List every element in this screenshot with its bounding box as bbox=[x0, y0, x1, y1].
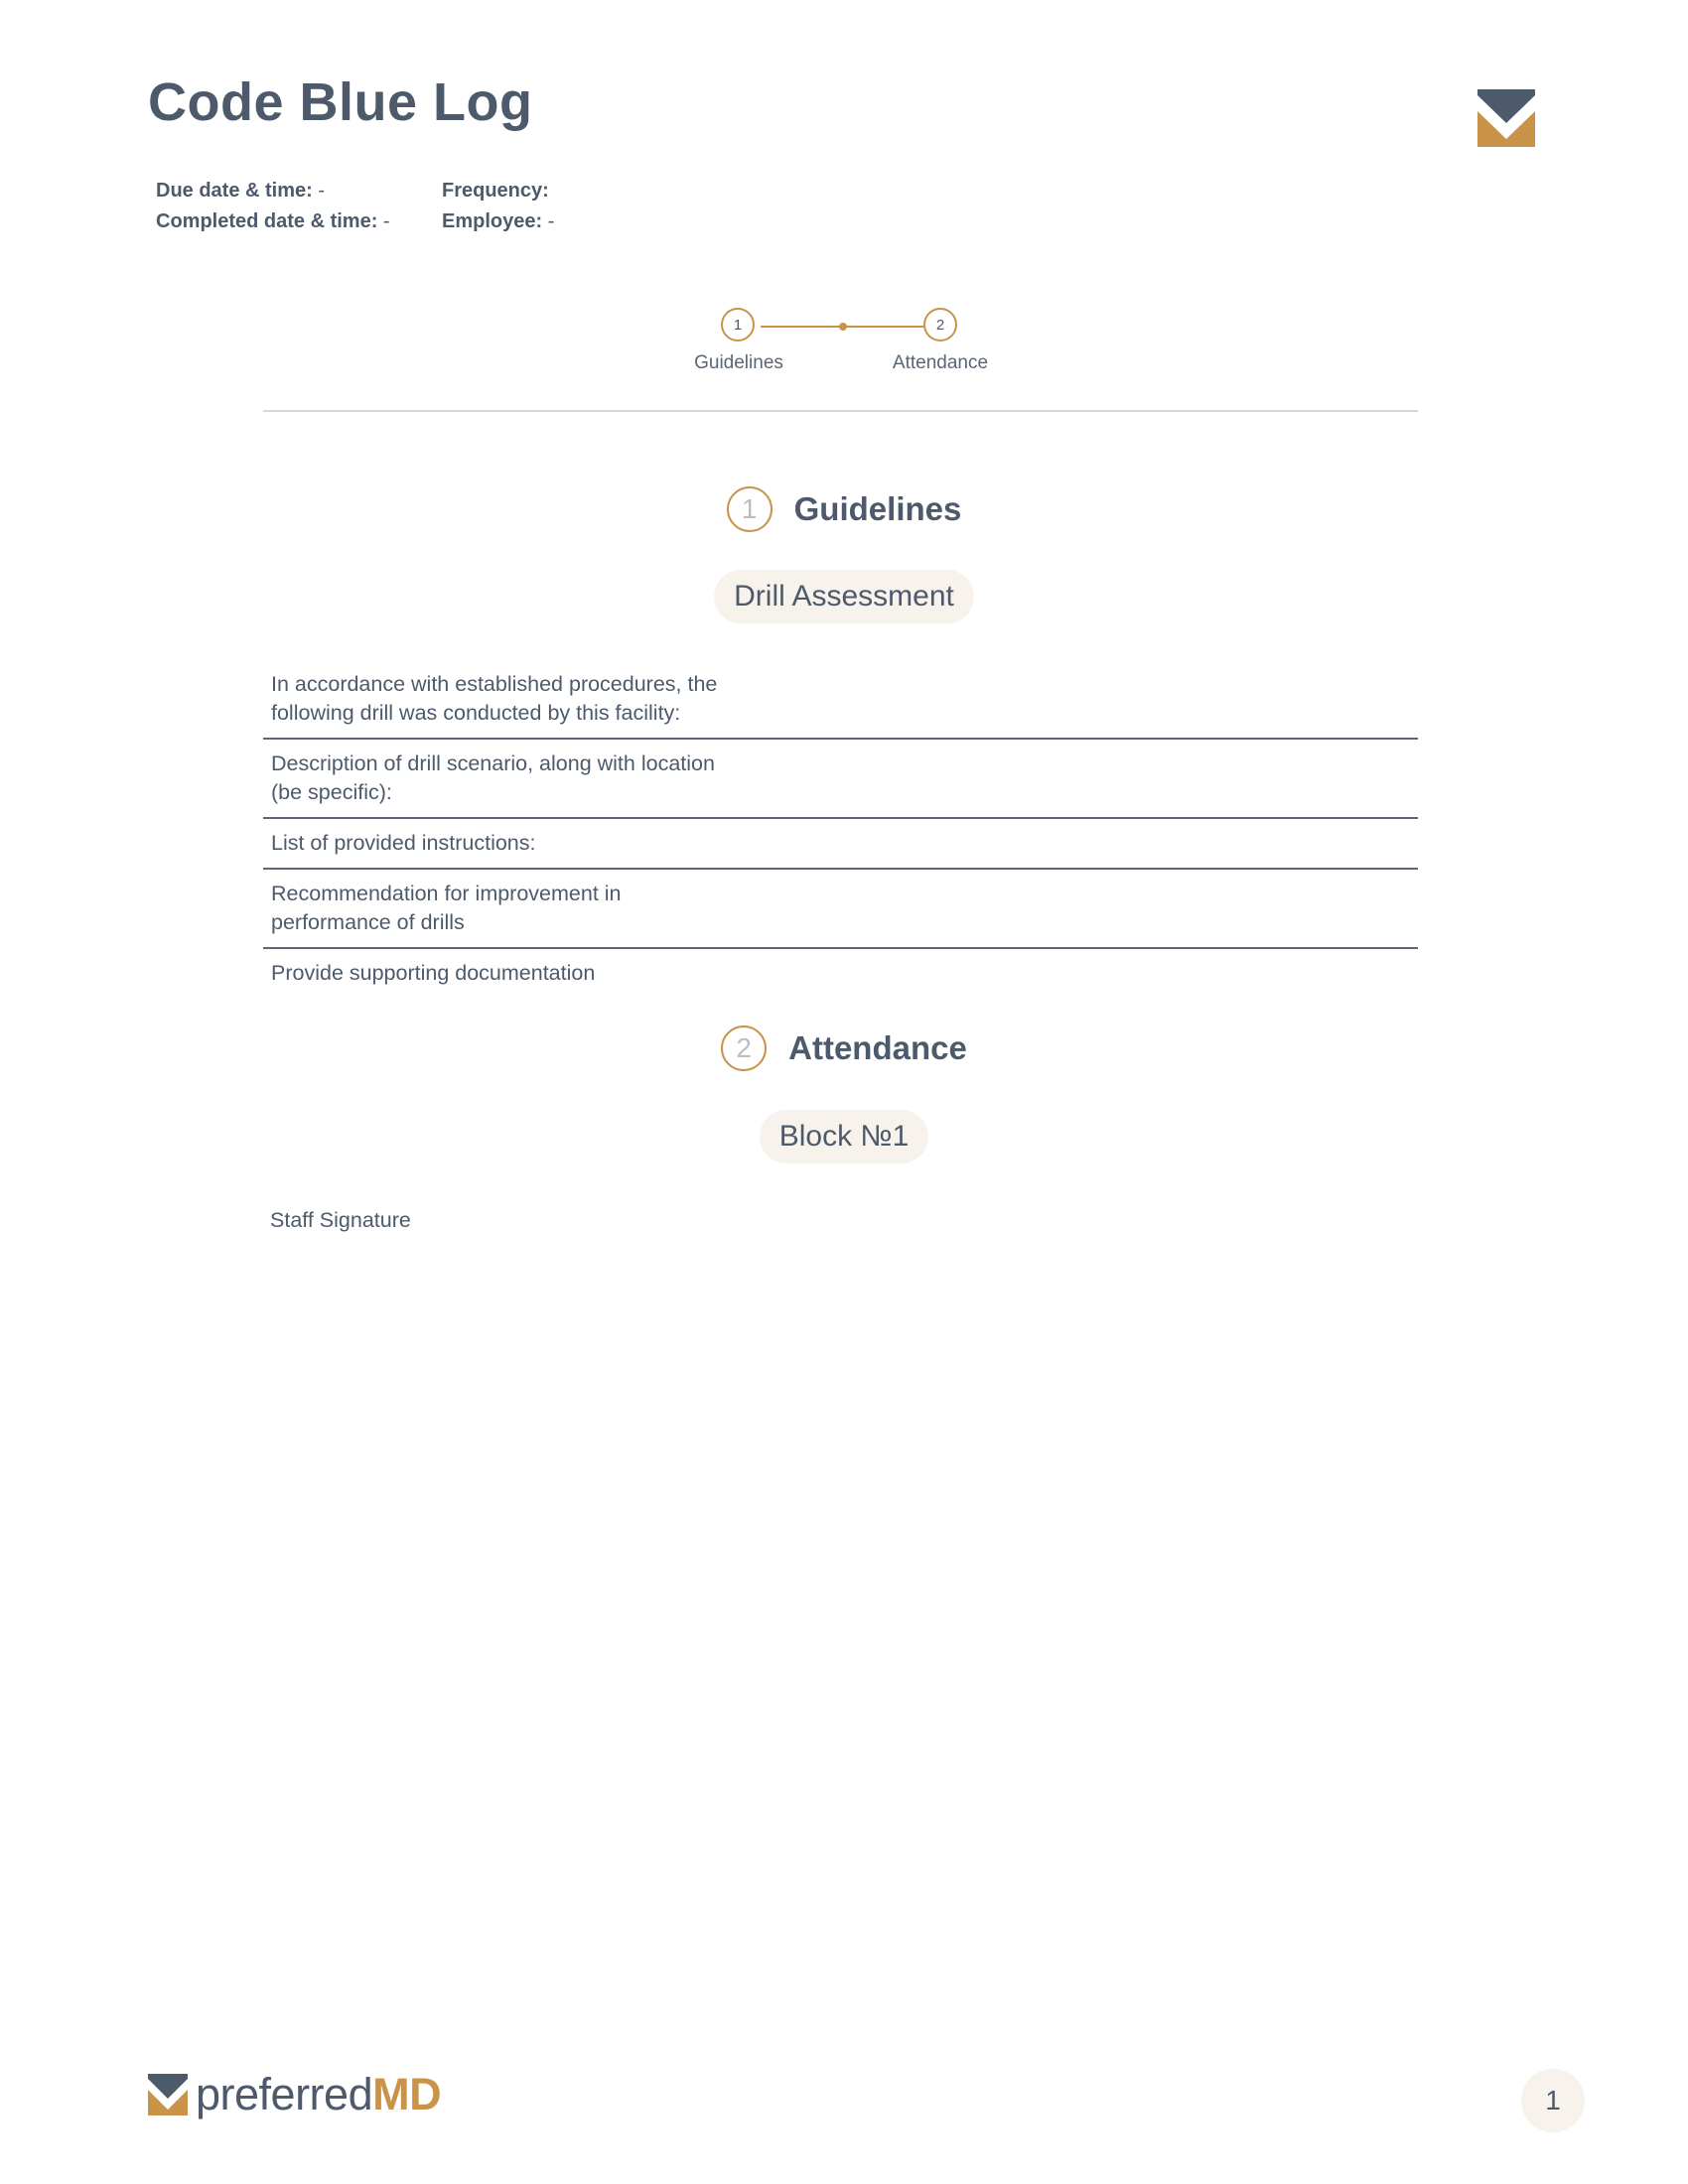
question-text: List of provided instructions: bbox=[271, 831, 536, 855]
section-header-attendance bbox=[0, 1025, 1688, 1071]
brand-suffix: MD bbox=[372, 2069, 442, 2119]
step-2-circle[interactable]: 2 bbox=[923, 308, 957, 341]
due-date-value: - bbox=[318, 180, 326, 202]
block-label-row bbox=[0, 1110, 1688, 1163]
page-title: Code Blue Log bbox=[148, 72, 533, 132]
section-number-badge: 1 bbox=[727, 486, 773, 532]
brand-wordmark bbox=[196, 2069, 441, 2120]
employee-label: Employee: bbox=[442, 210, 543, 232]
section-title: Guidelines bbox=[793, 490, 962, 527]
due-date-label: Due date & time: bbox=[156, 180, 313, 202]
step-2-label[interactable]: Attendance bbox=[892, 352, 989, 373]
employee-value: - bbox=[547, 210, 555, 232]
frequency-label: Frequency: bbox=[442, 180, 549, 202]
question-row[interactable] bbox=[263, 819, 1418, 870]
step-1-circle[interactable]: 1 bbox=[721, 308, 755, 341]
question-text: Recommendation for improvement in performance of drills bbox=[271, 882, 622, 934]
block-label-row bbox=[0, 570, 1688, 623]
brand-prefix: preferred bbox=[196, 2069, 373, 2119]
guidelines-question-list bbox=[263, 660, 1418, 998]
question-text: In accordance with established procedures, the following drill was conducted by this facility: bbox=[271, 672, 718, 725]
progress-stepper bbox=[0, 303, 1688, 372]
header-divider bbox=[263, 410, 1418, 412]
completed-date-field bbox=[156, 210, 390, 233]
stepper-midpoint-dot bbox=[839, 323, 847, 331]
block-label-drill-assessment: Drill Assessment bbox=[714, 570, 974, 623]
completed-date-value: - bbox=[382, 210, 390, 232]
section-header-guidelines bbox=[0, 486, 1688, 532]
question-row[interactable] bbox=[263, 660, 1418, 740]
question-text: Description of drill scenario, along with location (be specific): bbox=[271, 751, 715, 804]
question-row[interactable] bbox=[263, 949, 1418, 998]
brand-check-icon bbox=[148, 2074, 188, 2116]
frequency-field bbox=[442, 180, 549, 203]
question-text: Provide supporting documentation bbox=[271, 961, 596, 985]
step-1-label[interactable]: Guidelines bbox=[694, 352, 783, 373]
section-title: Attendance bbox=[788, 1029, 967, 1066]
question-row[interactable] bbox=[263, 870, 1418, 949]
staff-signature-label: Staff Signature bbox=[270, 1208, 411, 1232]
page-number-badge: 1 bbox=[1521, 2069, 1585, 2132]
section-number-badge: 2 bbox=[721, 1025, 767, 1071]
brand-check-logo-icon bbox=[1477, 89, 1535, 147]
employee-field bbox=[442, 210, 554, 233]
due-date-field bbox=[156, 180, 325, 203]
completed-date-label: Completed date & time: bbox=[156, 210, 378, 232]
question-row[interactable] bbox=[263, 740, 1418, 819]
footer-brand-logo bbox=[148, 2069, 441, 2120]
block-label-block-1: Block №1 bbox=[760, 1110, 929, 1163]
